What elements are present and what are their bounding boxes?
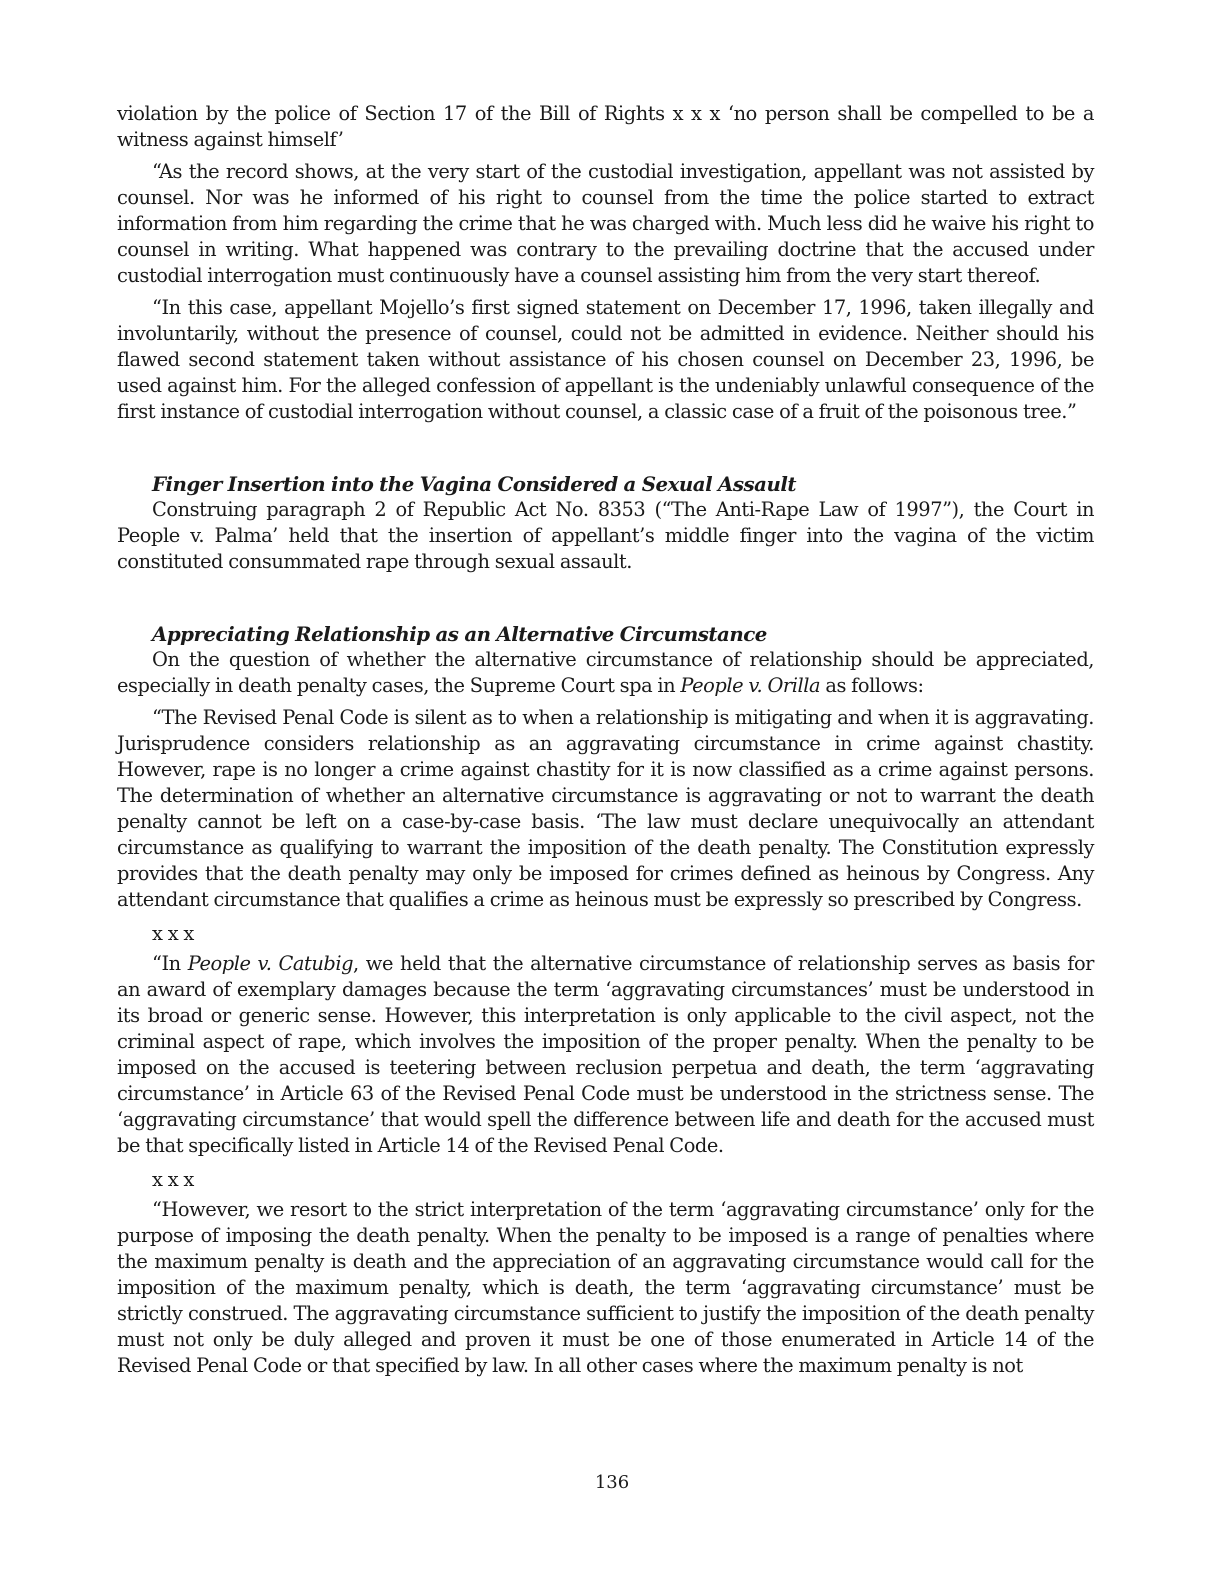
section-heading-relationship: Appreciating Relationship as an Alternative Circumstance <box>152 622 767 646</box>
paragraph-quote-counsel: “As the record shows, at the very start of the custodial investigation, appellant was not assisted by counsel. Nor was he informed of his right to counsel from the time the police started to extract information from him regarding the crime that he was charged with. Much less did he waive his right to counsel in writing. What happened was contrary to the prevailing doctrine that the accused under custodial interrogation must continuously have a counsel assisting him from the very start thereof. <box>117 160 1094 287</box>
paragraph-continuation: violation by the police of Section 17 of the Bill of Rights x x x ‘no person shall be compelled to be a witness against himself’ <box>117 102 1094 151</box>
intro-text-after: as follows: <box>820 674 924 697</box>
paragraph-quote-catubig <box>117 951 1094 1159</box>
omission-separator: x x x <box>152 1168 194 1191</box>
paragraph-quote-mojello: “In this case, appellant Mojello’s first signed statement on December 17, 1996, taken illegally and involuntarily, without the presence of counsel, could not be admitted in evidence. Neither should his flawed second statement taken without assistance of his chosen counsel on December 23, 1996, be used against him. For the alleged confession of appellant is the undeniably unlawful consequence of the first instance of custodial interrogation without counsel, a classic case of a fruit of the poisonous tree.” <box>117 296 1094 423</box>
case-name-catubig: People v. Catubig <box>187 952 354 975</box>
catubig-text-before: “In <box>152 952 188 975</box>
paragraph-quote-strict-interpretation: “However, we resort to the strict interpretation of the term ‘aggravating circumstance’ only for the purpose of imposing the death penalty. When the penalty to be imposed is a range of penalties where the maximum penalty is death and the appreciation of an aggravating circumstance would call for the imposition of the maximum penalty, which is death, the term ‘aggravating circumstance’ must be strictly construed. The aggravating circumstance sufficient to justify the imposition of the death penalty must not only be duly alleged and proven it must be one of those enumerated in Article 14 of the Revised Penal Code or that specified by law. In all other cases where the maximum penalty is not <box>117 1198 1094 1377</box>
case-name-orilla: People v. Orilla <box>680 674 821 697</box>
section-heading-finger-insertion: Finger Insertion into the Vagina Considered a Sexual Assault <box>152 472 796 496</box>
intro-text-before: On the question of whether the alternative circumstance of relationship should be appreciated, especially in death penalty cases, the Supreme Court spa in <box>117 648 1094 697</box>
catubig-text-after: , we held that the alternative circumstance of relationship serves as basis for an award of exemplary damages because the term ‘aggravating circumstances’ must be understood in its broad or generic sense. However, this interpretation is only applicable to the civil aspect, not the criminal aspect of rape, which involves the imposition of the proper penalty. When the penalty to be imposed on the accused is teetering between reclusion perpetua and death, the term ‘aggravating circumstance’ in Article 63 of the Revised Penal Code must be understood in the strictness sense. The ‘aggravating circumstance’ that would spell the difference between life and death for the accused must be that specifically listed in Article 14 of the Revised Penal Code. <box>117 952 1094 1157</box>
paragraph-quote-revised-penal-code: “The Revised Penal Code is silent as to when a relationship is mitigating and when it is aggravating. Jurisprudence considers relationship as an aggravating circumstance in crime against chastity. However, rape is no longer a crime against chastity for it is now classified as a crime against persons. The determination of whether an alternative circumstance is aggravating or not to warrant the death penalty cannot be left on a case-by-case basis. ‘The law must declare unequivocally an attendant circumstance as qualifying to warrant the imposition of the death penalty. The Constitution expressly provides that the death penalty may only be imposed for crimes defined as heinous by Congress. Any attendant circumstance that qualifies a crime as heinous must be expressly so prescribed by Congress. <box>117 706 1094 911</box>
omission-separator: x x x <box>152 922 194 945</box>
document-page <box>117 101 1094 1379</box>
page-number: 136 <box>594 1472 630 1493</box>
paragraph-palma: Construing paragraph 2 of Republic Act No. 8353 (“The Anti-Rape Law of 1997”), the Court in People v. Palma’ held that the insertion of appellant’s middle finger into the vagina of the victim constituted consummated rape through sexual assault. <box>117 498 1094 573</box>
paragraph-orilla-intro <box>117 647 1094 699</box>
